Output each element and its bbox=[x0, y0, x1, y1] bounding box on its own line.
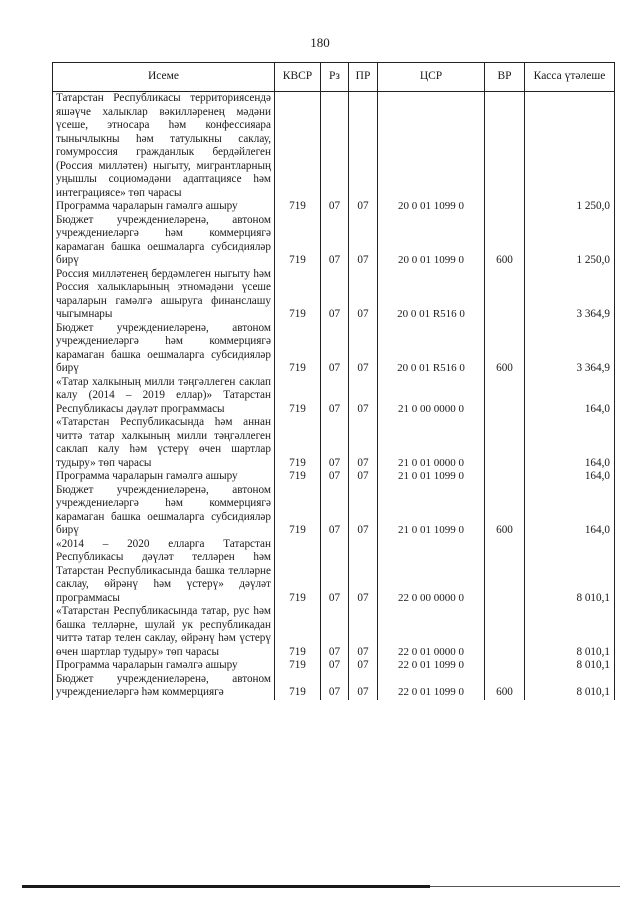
cell-name: Бюджет учреждениеләренә, автоном учреждениеләргә һәм коммерциягә карамаган башка оешмаларга субсидияләр бирү bbox=[53, 214, 275, 268]
cell-rz: 07 bbox=[321, 322, 349, 376]
table-row bbox=[53, 605, 615, 659]
cell-kvsr: 719 bbox=[275, 376, 321, 417]
cell-csr: 21 0 01 1099 0 bbox=[378, 484, 485, 538]
cell-csr: 21 0 00 0000 0 bbox=[378, 376, 485, 417]
cell-pr: 07 bbox=[349, 605, 378, 659]
header-kvsr: КВСР bbox=[275, 63, 321, 92]
cell-kassa: 164,0 bbox=[525, 416, 615, 470]
cell-kassa: 3 364,9 bbox=[525, 268, 615, 322]
cell-kvsr: 719 bbox=[275, 605, 321, 659]
cell-vr bbox=[485, 92, 525, 201]
cell-name: «2014 – 2020 елларга Татарстан Республикасы дәүләт телләрен һәм Татарстан Республикасында башка телләрне саклау, өйрәнү һәм үстерү» дәүләт программасы bbox=[53, 538, 275, 606]
budget-table bbox=[52, 62, 615, 700]
table-row bbox=[53, 214, 615, 268]
cell-rz: 07 bbox=[321, 484, 349, 538]
cell-kassa: 3 364,9 bbox=[525, 322, 615, 376]
cell-pr: 07 bbox=[349, 484, 378, 538]
cell-pr: 07 bbox=[349, 673, 378, 700]
header-rz: Рз bbox=[321, 63, 349, 92]
cell-csr: 22 0 01 1099 0 bbox=[378, 673, 485, 700]
cell-kvsr: 719 bbox=[275, 484, 321, 538]
table-row bbox=[53, 673, 615, 700]
cell-csr: 20 0 01 R516 0 bbox=[378, 322, 485, 376]
cell-pr: 07 bbox=[349, 214, 378, 268]
cell-rz bbox=[321, 92, 349, 201]
table-row bbox=[53, 92, 615, 201]
cell-pr: 07 bbox=[349, 659, 378, 673]
cell-vr: 600 bbox=[485, 484, 525, 538]
cell-kvsr: 719 bbox=[275, 214, 321, 268]
cell-pr bbox=[349, 92, 378, 201]
header-csr: ЦСР bbox=[378, 63, 485, 92]
cell-name: Программа чараларын гамәлгә ашыру bbox=[53, 470, 275, 484]
table-row bbox=[53, 484, 615, 538]
cell-rz: 07 bbox=[321, 605, 349, 659]
cell-kvsr bbox=[275, 92, 321, 201]
cell-kassa: 8 010,1 bbox=[525, 605, 615, 659]
cell-kvsr: 719 bbox=[275, 673, 321, 700]
cell-kassa: 1 250,0 bbox=[525, 200, 615, 214]
cell-kvsr: 719 bbox=[275, 470, 321, 484]
table-header-row bbox=[53, 63, 615, 92]
cell-name: Бюджет учреждениеләренә, автоном учреждениеләргә һәм коммерциягә карамаган башка оешмаларга субсидияләр бирү bbox=[53, 322, 275, 376]
cell-name: Татарстан Республикасы территориясендә яшәүче халыклар вәкилләренең мәдәни үсеше, этносара һәм конфессияара тынычлыкны һәм татулыкны саклау, гомумроссия гражданлык бердәйлеген (Россия милләтен) ныгыту, мигрантларның уңышлы социомәдәни адаптациясе һәм интеграциясе» төп чарасы bbox=[53, 92, 275, 201]
cell-kassa: 164,0 bbox=[525, 470, 615, 484]
cell-kassa: 164,0 bbox=[525, 484, 615, 538]
cell-vr bbox=[485, 416, 525, 470]
table-row bbox=[53, 322, 615, 376]
cell-kassa: 164,0 bbox=[525, 376, 615, 417]
bottom-rule-thin bbox=[430, 886, 620, 887]
cell-kvsr: 719 bbox=[275, 416, 321, 470]
cell-name: Бюджет учреждениеләренә, автоном учреждениеләргә һәм коммерциягә bbox=[53, 673, 275, 700]
cell-name: Программа чараларын гамәлгә ашыру bbox=[53, 200, 275, 214]
cell-kvsr: 719 bbox=[275, 200, 321, 214]
cell-kvsr: 719 bbox=[275, 268, 321, 322]
header-pr: ПР bbox=[349, 63, 378, 92]
cell-name: «Татарстан Республикасында һәм аннан читтә татар халкының милли тәңгәллеген саклап калу һәм үстерү өчен шартлар тудыру» төп чарасы bbox=[53, 416, 275, 470]
cell-rz: 07 bbox=[321, 268, 349, 322]
header-name: Исеме bbox=[53, 63, 275, 92]
table-row bbox=[53, 200, 615, 214]
cell-vr: 600 bbox=[485, 322, 525, 376]
cell-kassa: 8 010,1 bbox=[525, 659, 615, 673]
cell-rz: 07 bbox=[321, 538, 349, 606]
cell-kvsr: 719 bbox=[275, 659, 321, 673]
cell-kassa bbox=[525, 92, 615, 201]
cell-csr: 20 0 01 1099 0 bbox=[378, 200, 485, 214]
cell-csr: 22 0 01 0000 0 bbox=[378, 605, 485, 659]
header-kassa: Касса үтәлеше bbox=[525, 63, 615, 92]
cell-csr: 22 0 01 1099 0 bbox=[378, 659, 485, 673]
cell-vr: 600 bbox=[485, 673, 525, 700]
cell-pr: 07 bbox=[349, 376, 378, 417]
cell-kvsr: 719 bbox=[275, 322, 321, 376]
cell-pr: 07 bbox=[349, 268, 378, 322]
cell-rz: 07 bbox=[321, 659, 349, 673]
cell-csr bbox=[378, 92, 485, 201]
cell-name: Россия милләтенең бердәмлеген ныгыту һәм Россия халыкларының этномәдәни үсеше чараларын гамәлгә ашыруга финанслашу чыгымнары bbox=[53, 268, 275, 322]
cell-rz: 07 bbox=[321, 470, 349, 484]
table-row bbox=[53, 470, 615, 484]
cell-csr: 21 0 01 0000 0 bbox=[378, 416, 485, 470]
cell-vr bbox=[485, 470, 525, 484]
cell-vr bbox=[485, 268, 525, 322]
cell-vr bbox=[485, 605, 525, 659]
table-body bbox=[53, 92, 615, 700]
cell-pr: 07 bbox=[349, 200, 378, 214]
table-row bbox=[53, 268, 615, 322]
cell-rz: 07 bbox=[321, 416, 349, 470]
cell-name: «Татар халкының милли тәңгәллеген саклап калу (2014 – 2019 еллар)» Татарстан Республикасы дәүләт программасы bbox=[53, 376, 275, 417]
cell-pr: 07 bbox=[349, 322, 378, 376]
cell-vr: 600 bbox=[485, 214, 525, 268]
table-row bbox=[53, 659, 615, 673]
cell-kvsr: 719 bbox=[275, 538, 321, 606]
cell-vr bbox=[485, 376, 525, 417]
table-row bbox=[53, 376, 615, 417]
cell-csr: 21 0 01 1099 0 bbox=[378, 470, 485, 484]
bottom-rule bbox=[22, 885, 430, 888]
cell-rz: 07 bbox=[321, 214, 349, 268]
cell-pr: 07 bbox=[349, 470, 378, 484]
cell-kassa: 1 250,0 bbox=[525, 214, 615, 268]
cell-csr: 20 0 01 R516 0 bbox=[378, 268, 485, 322]
cell-name: Бюджет учреждениеләренә, автоном учреждениеләргә һәм коммерциягә карамаган башка оешмаларга субсидияләр бирү bbox=[53, 484, 275, 538]
cell-pr: 07 bbox=[349, 416, 378, 470]
cell-csr: 20 0 01 1099 0 bbox=[378, 214, 485, 268]
cell-rz: 07 bbox=[321, 376, 349, 417]
cell-name: Программа чараларын гамәлгә ашыру bbox=[53, 659, 275, 673]
table-row bbox=[53, 416, 615, 470]
cell-vr bbox=[485, 200, 525, 214]
cell-rz: 07 bbox=[321, 673, 349, 700]
cell-csr: 22 0 00 0000 0 bbox=[378, 538, 485, 606]
cell-kassa: 8 010,1 bbox=[525, 538, 615, 606]
cell-kassa: 8 010,1 bbox=[525, 673, 615, 700]
cell-vr bbox=[485, 659, 525, 673]
cell-name: «Татарстан Республикасында татар, рус һәм башка телләрне, шулай ук республикадан читтә татар телен саклау, өйрәнү һәм үстерү өчен шартлар тудыру» төп чарасы bbox=[53, 605, 275, 659]
cell-pr: 07 bbox=[349, 538, 378, 606]
cell-vr bbox=[485, 538, 525, 606]
cell-rz: 07 bbox=[321, 200, 349, 214]
header-vr: ВР bbox=[485, 63, 525, 92]
page-number: 180 bbox=[310, 35, 330, 50]
table-row bbox=[53, 538, 615, 606]
